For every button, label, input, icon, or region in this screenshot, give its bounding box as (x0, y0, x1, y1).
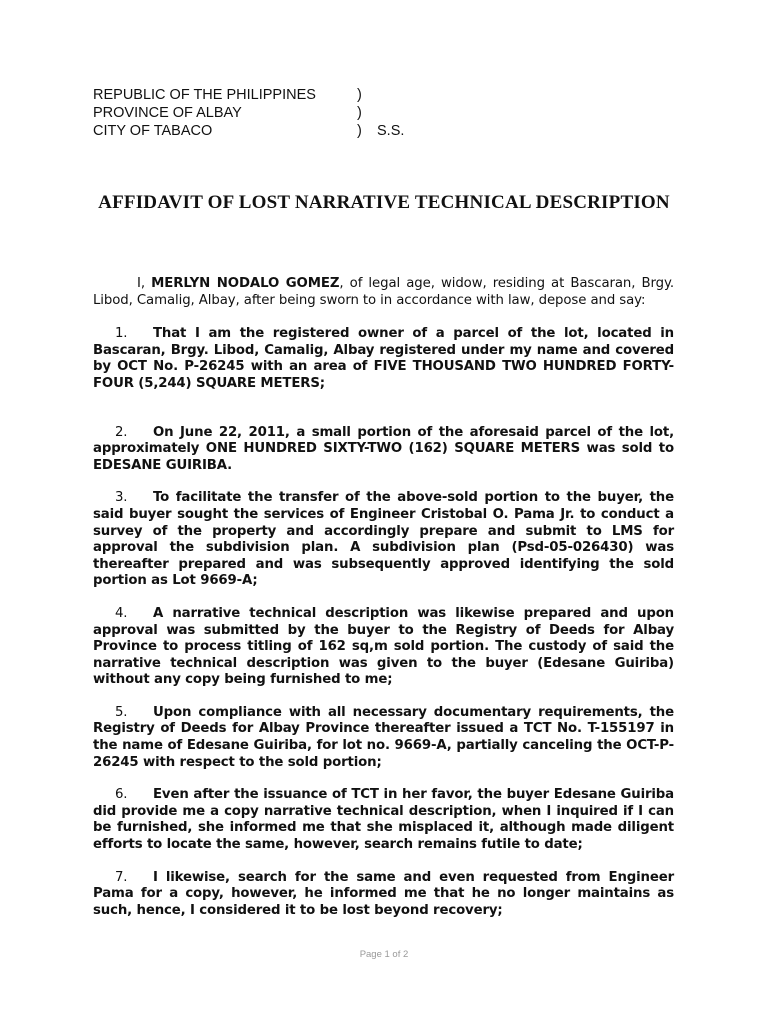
paragraph-text: To facilitate the transfer of the above-sold portion to the buyer, the said buyer sought the services of Engineer Cristobal O. Pama Jr. to conduct a survey of the property and accordingly prepare and submit to LMS for approval the subdivision plan. A subdivision plan (Psd-05-026430) was thereafter prepared and was subsequently approved identifying the sold portion as Lot 9669-A; (93, 490, 674, 589)
paragraph-number: 3. (115, 490, 128, 506)
paragraph-text: That I am the registered owner of a parcel of the lot, located in Bascaran, Brgy. Libod, Camalig, Albay registered under my name and covered by OCT No. P-26245 with an area of FIVE THOUSAND TWO HUNDRED FORTY-FOUR (5,244) SQUARE METERS; (93, 326, 674, 391)
numbered-paragraph (93, 787, 674, 853)
affiant-name: MERLYN NODALO GOMEZ (151, 276, 340, 291)
paragraph-number: 5. (115, 704, 128, 720)
intro-paragraph (93, 276, 674, 309)
numbered-paragraph (93, 606, 674, 689)
paragraph-text: Even after the issuance of TCT in her favor, the buyer Edesane Guiriba did provide me a copy narrative technical description, when I inquired if I can be furnished, she informed me that she misplaced it, although made diligent efforts to locate the same, however, search remains futile to date; (93, 787, 674, 853)
venue-paren: ) (357, 123, 362, 139)
intro-prefix: I, (137, 276, 152, 291)
paragraph-number: 6. (115, 787, 128, 803)
document-body (93, 276, 674, 935)
venue-paren: ) (357, 87, 362, 103)
venue-line (93, 104, 404, 122)
document-title: AFFIDAVIT OF LOST NARRATIVE TECHNICAL DESCRIPTION (98, 192, 670, 213)
paragraph-number: 7. (115, 869, 128, 885)
page-number: Page 1 of 2 (359, 949, 409, 960)
numbered-paragraph (93, 705, 674, 771)
paragraph-text: I likewise, search for the same and even requested from Engineer Pama for a copy, however, he informed me that he no longer maintains as such, hence, I considered it to be lost beyond recovery; (93, 869, 674, 918)
paragraph-number: 1. (115, 326, 128, 342)
numbered-paragraph (93, 490, 674, 590)
venue-country: REPUBLIC OF THE PHILIPPINES (93, 87, 316, 103)
paragraph-text: On June 22, 2011, a small portion of the aforesaid parcel of the lot, approximately ONE HUNDRED SIXTY-TWO (162) SQUARE METERS was sold to EDESANE GUIRIBA. (93, 424, 674, 473)
paragraph-number: 4. (115, 605, 128, 621)
venue-block (93, 86, 404, 140)
paragraph-text: A narrative technical description was likewise prepared and upon approval was submitted by the buyer to the Registry of Deeds for Albay Province to process titling of 162 sq,m sold portion. The custody of said the narrative technical description was given to the buyer (Edesane Guiriba) without any copy being furnished to me; (93, 605, 674, 688)
numbered-paragraph (93, 870, 674, 920)
venue-line (93, 122, 404, 140)
venue-province: PROVINCE OF ALBAY (93, 105, 242, 121)
venue-ss-label: S.S. (377, 123, 405, 139)
numbered-paragraph (93, 326, 674, 392)
venue-city: CITY OF TABACO (93, 123, 213, 139)
numbered-paragraph (93, 425, 674, 475)
paragraph-number: 2. (115, 424, 128, 440)
intro-rest: , of legal age, widow, residing at Bascaran, Brgy. Libod, Camalig, Albay, after being sworn to in accordance with law, depose and say: (93, 276, 674, 308)
venue-line (93, 86, 404, 104)
venue-paren: ) (357, 105, 362, 121)
paragraph-text: Upon compliance with all necessary documentary requirements, the Registry of Deeds for Albay Province thereafter issued a TCT No. T-155197 in the name of Edesane Guiriba, for lot no. 9669-A, partially canceling the OCT-P-26245 with respect to the sold portion; (93, 704, 674, 770)
